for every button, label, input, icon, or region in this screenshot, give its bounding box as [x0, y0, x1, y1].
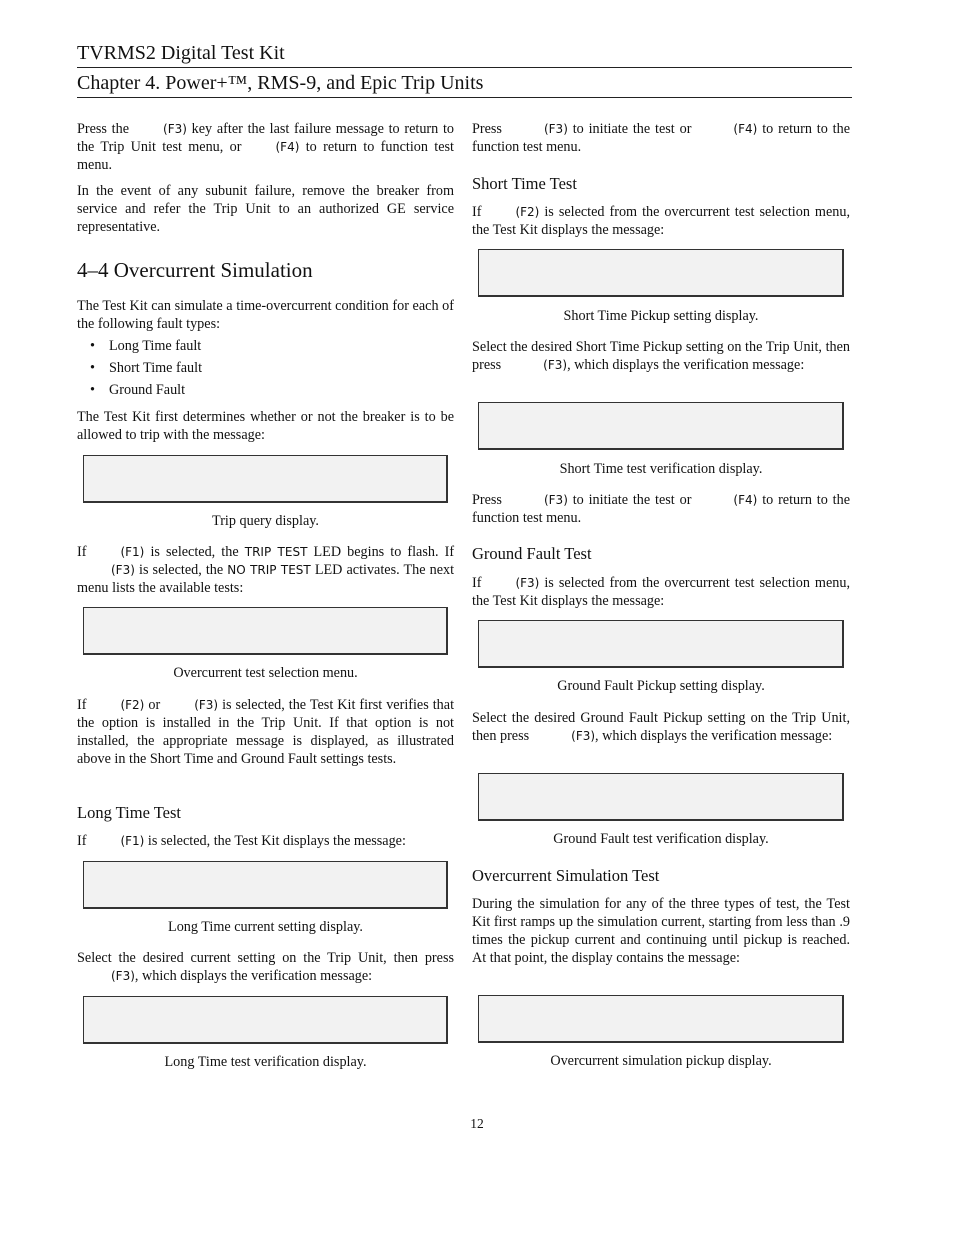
paragraph: If (F2) or (F3) is selected, the Test Kit first verifies that the option is installed in the Trip Unit. If that option is not installed, the appropriate message is displayed, as illustrated above in the Short Time and Ground Fault settings tests. [77, 697, 455, 767]
long-time-current-display [83, 861, 448, 909]
ground-fault-verification-display [478, 773, 844, 821]
figure-caption: Short Time Pickup setting display. [563, 308, 759, 324]
subsection-heading: Short Time Test [472, 174, 577, 193]
header-rule [77, 67, 852, 68]
paragraph: Press (F3) to initiate the test or (F4) to return to the function test menu. [472, 121, 851, 155]
trip-query-display [83, 455, 448, 503]
paragraph: If (F1) is selected, the TRIP TEST LED begins to flash. If(F3) is selected, the NO TRIP TEST LED activates. The next menu lists the available tests: [77, 544, 455, 596]
paragraph: If (F3) is selected from the overcurrent test selection menu, the Test Kit displays the message: [472, 575, 850, 609]
header-rule [77, 97, 852, 98]
section-heading: 4–4 Overcurrent Simulation [77, 258, 313, 282]
paragraph: Press (F3) to initiate the test or (F4) to return to the function test menu. [472, 492, 851, 526]
figure-caption: Long Time current setting display. [168, 919, 363, 935]
figure-caption: Ground Fault test verification display. [553, 831, 769, 847]
chapter-title: Chapter 4. Power+™, RMS-9, and Epic Trip Units [77, 72, 484, 94]
short-time-pickup-display [478, 249, 844, 297]
no-trip-test-led-label: NO TRIP TEST [227, 563, 311, 577]
paragraph: If (F2) is selected from the overcurrent test selection menu, the Test Kit displays the message: [472, 204, 850, 238]
figure-caption: Trip query display. [212, 513, 319, 529]
overcurrent-pickup-display [478, 995, 844, 1043]
fault-type-list [77, 335, 454, 401]
long-time-verification-display [83, 996, 448, 1044]
f3-key-ref: (F3) [163, 122, 187, 136]
figure-caption: Ground Fault Pickup setting display. [557, 678, 765, 694]
list-item: • Short Time fault [77, 357, 454, 379]
figure-caption: Long Time test verification display. [164, 1054, 367, 1070]
paragraph: During the simulation for any of the three types of test, the Test Kit first ramps up the simulation current, starting from less than .9 times the pickup current and continuing until pickup is reached. At that point, the display contains the message: [472, 896, 850, 966]
list-item: • Long Time fault [77, 335, 454, 357]
paragraph: The Test Kit first determines whether or not the breaker is to be allowed to trip with the message: [77, 409, 454, 443]
trip-test-led-label: TRIP TEST [244, 545, 308, 559]
figure-caption: Overcurrent test selection menu. [173, 665, 358, 681]
f4-key-ref: (F4) [275, 140, 300, 154]
document-title: TVRMS2 Digital Test Kit [77, 42, 285, 64]
paragraph: In the event of any subunit failure, remove the breaker from service and refer the Trip Unit to an authorized GE service representative. [77, 183, 454, 235]
subsection-heading: Ground Fault Test [472, 544, 592, 563]
figure-caption: Short Time test verification display. [559, 461, 763, 477]
paragraph: Select the desired current setting on the Trip Unit, then press(F3), which displays the verification message: [77, 950, 454, 984]
ground-fault-pickup-display [478, 620, 844, 668]
subsection-heading: Overcurrent Simulation Test [472, 866, 660, 885]
short-time-verification-display [478, 402, 844, 450]
list-item: • Ground Fault [77, 379, 454, 401]
paragraph: Select the desired Ground Fault Pickup setting on the Trip Unit, then press (F3), which displays the verification message: [472, 710, 850, 744]
paragraph: Select the desired Short Time Pickup setting on the Trip Unit, then press (F3), which displays the verification message: [472, 339, 850, 373]
paragraph: The Test Kit can simulate a time-overcurrent condition for each of the following fault types: [77, 298, 454, 332]
overcurrent-selection-display [83, 607, 448, 655]
page-number: 12 [470, 1116, 484, 1131]
subsection-heading: Long Time Test [77, 803, 181, 822]
figure-caption: Overcurrent simulation pickup display. [550, 1053, 772, 1069]
paragraph: If (F1) is selected, the Test Kit displays the message: [77, 833, 406, 849]
paragraph: Press the (F3) key after the last failure message to return to the Trip Unit test menu, or (F4) to return to function test menu. [77, 121, 454, 173]
